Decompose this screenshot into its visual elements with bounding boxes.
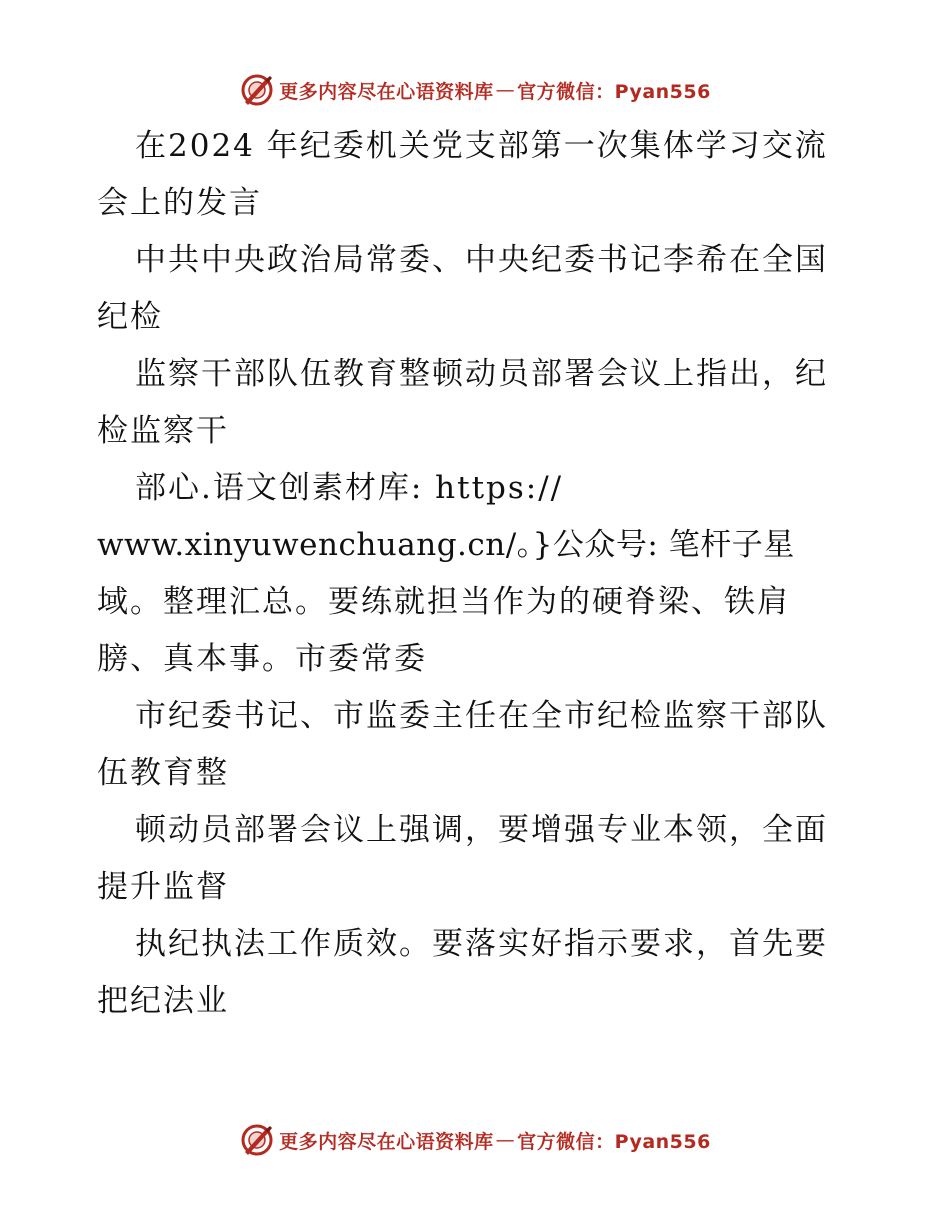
paragraph-line: 域。整理汇总。要练就担当作为的硬脊梁、铁肩 <box>97 584 790 620</box>
title-line-2: 会上的发言 <box>97 185 262 221</box>
paragraph-line: 执纪执法工作质效。要落实好指示要求，首先要 <box>135 926 828 962</box>
paragraph-line: 中共中央政治局常委、中央纪委书记李希在全国 <box>135 242 828 278</box>
footer-banner-contact: 官方微信：Pyan556 <box>517 1130 711 1153</box>
document-body <box>97 118 857 1030</box>
pen-circle-logo-icon <box>239 72 275 108</box>
paragraph-line: 膀、真本事。市委常委 <box>97 641 427 677</box>
paragraph-line: 部心.语文创素材库: https:// <box>135 470 564 506</box>
url-line: www.xinyuwenchuang.cn/。}公众号: 笔杆子星 <box>97 527 795 563</box>
paragraph-line: 纪检 <box>97 299 163 335</box>
pen-circle-logo-icon <box>239 1122 275 1158</box>
paragraph-line: 检监察干 <box>97 413 229 449</box>
header-banner <box>0 70 950 110</box>
footer-banner <box>0 1120 950 1160</box>
header-banner-text: 更多内容尽在心语资料库 <box>279 80 494 103</box>
paragraph-line: 提升监督 <box>97 869 229 905</box>
footer-banner-text: 更多内容尽在心语资料库 <box>279 1130 494 1153</box>
title-line-1: 在2024 年纪委机关党支部第一次集体学习交流 <box>135 128 828 164</box>
footer-banner-separator: — <box>495 1129 516 1151</box>
paragraph-line: 把纪法业 <box>97 983 229 1019</box>
paragraph-line: 伍教育整 <box>97 755 229 791</box>
header-banner-contact: 官方微信：Pyan556 <box>517 80 711 103</box>
paragraph-line: 顿动员部署会议上强调，要增强专业本领，全面 <box>135 812 828 848</box>
paragraph-line: 监察干部队伍教育整顿动员部署会议上指出，纪 <box>135 356 828 392</box>
paragraph-line: 市纪委书记、市监委主任在全市纪检监察干部队 <box>135 698 828 734</box>
header-banner-separator: — <box>495 79 516 101</box>
